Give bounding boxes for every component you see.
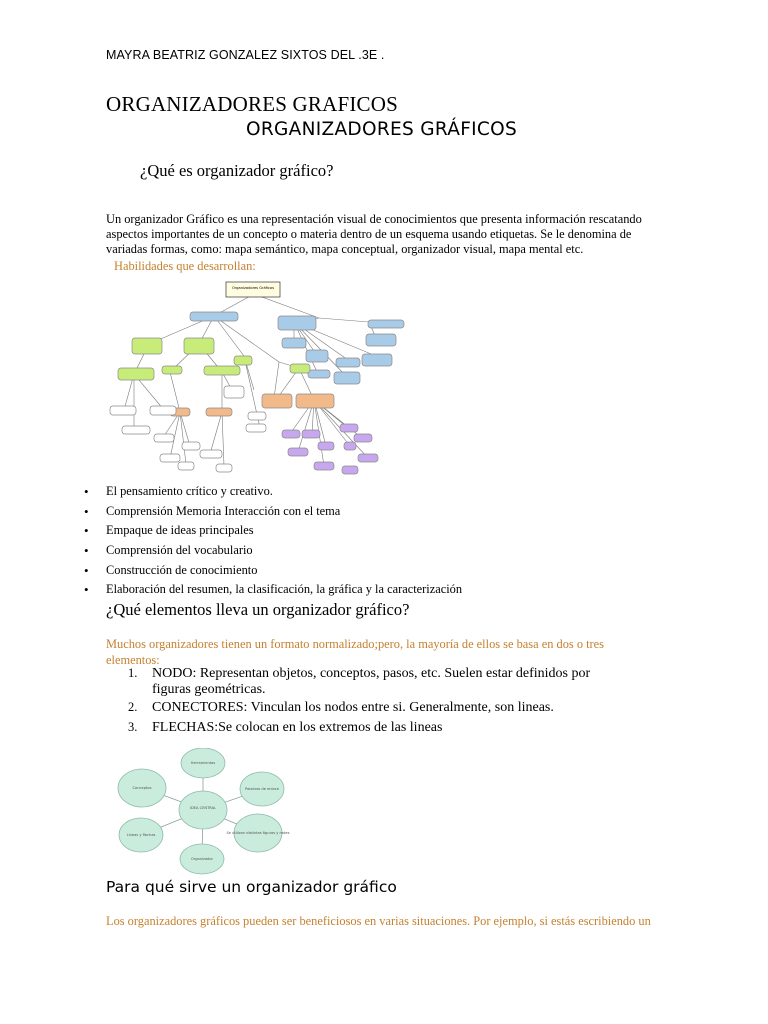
- paragraph-line: elementos:: [106, 652, 160, 667]
- list-item: [128, 720, 612, 736]
- mind-map-node-label: Palabras de enlace: [245, 787, 279, 791]
- mind-map-node-label: Líneas y flechas: [126, 833, 156, 837]
- list-item: • El pensamiento crítico y creativo.: [84, 484, 462, 504]
- list-item: [128, 700, 612, 716]
- list-number: 2.: [128, 700, 138, 714]
- skills-list: [84, 484, 462, 602]
- paragraph-line: Muchos organizadores tienen un formato normalizado;pero, la mayoría de ellos se basa en dos o tres: [106, 637, 604, 651]
- list-item: • Empaque de ideas principales: [84, 523, 462, 543]
- definition-paragraph: [106, 212, 666, 258]
- skills-heading: Habilidades que desarrollan:: [114, 259, 256, 273]
- document-title: ORGANIZADORES GRAFICOS: [106, 92, 399, 116]
- list-text: CONECTORES: Vinculan los nodos entre si. Generalmente, son lineas.: [152, 700, 554, 715]
- concept-map-image: [104, 278, 430, 482]
- mind-map-node-label: Herramientas: [190, 761, 216, 765]
- list-text: FLECHAS:Se colocan en los extremos de las lineas: [152, 719, 443, 735]
- question-heading-2: ¿Qué elementos lleva un organizador gráfico?: [106, 600, 410, 619]
- list-item: • Comprensión Memoria Interacción con el tema: [84, 504, 462, 524]
- list-text: NODO: Representan objetos, conceptos, pasos, etc. Suelen estar definidos por figuras geométricas.: [152, 666, 591, 697]
- list-item: • Elaboración del resumen, la clasificación, la gráfica y la caracterización: [84, 582, 462, 602]
- document-author: MAYRA BEATRIZ GONZALEZ SIXTOS DEL .3E .: [106, 48, 385, 62]
- paragraph-line: aspectos importantes de un concepto o materia dentro de un esquema usando etiquetas. Se le denomina de: [106, 227, 632, 242]
- section-heading-3: Para qué sirve un organizador gráfico: [106, 878, 397, 896]
- list-number: 3.: [128, 719, 138, 734]
- mind-map-center-label: IDEA CENTRAL: [189, 806, 217, 810]
- elements-intro: [106, 637, 666, 668]
- list-item: [128, 666, 612, 697]
- list-number: 1.: [128, 666, 138, 680]
- mind-map-node-label: Conceptos: [132, 786, 152, 790]
- mind-map-image: [112, 748, 298, 876]
- elements-list: [128, 666, 612, 735]
- section-title: ORGANIZADORES GRÁFICOS: [246, 119, 518, 140]
- list-item: • Comprensión del vocabulario: [84, 543, 462, 563]
- paragraph-line: variadas formas, como: mapa semántico, mapa conceptual, organizador visual, mapa mental etc.: [106, 242, 584, 257]
- benefits-paragraph: Los organizadores gráficos pueden ser beneficiosos en varias situaciones. Por ejemplo, si estás escribiendo un: [106, 914, 651, 928]
- concept-map-root-label: Organizadores Gráficos: [232, 286, 274, 290]
- list-item: • Construcción de conocimiento: [84, 563, 462, 583]
- paragraph-line: Un organizador Gráfico es una representación visual de conocimientos que presenta información rescatando: [106, 212, 642, 226]
- question-heading-1: ¿Qué es organizador gráfico?: [140, 161, 334, 180]
- mind-map-node-label: Se utilizan distintas figuras y redes: [226, 831, 290, 835]
- mind-map-node-label: Organizador: [190, 857, 214, 861]
